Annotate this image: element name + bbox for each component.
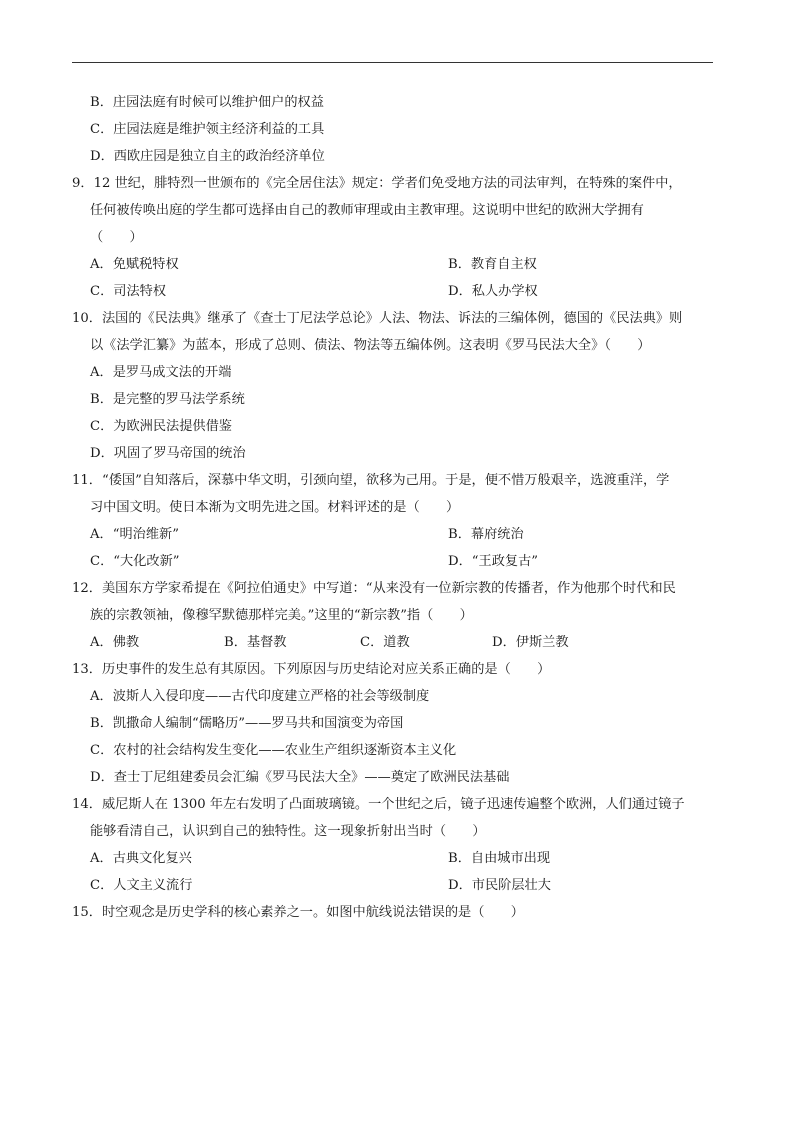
q14-stem-line-1: 14．威尼斯人在 1300 年左右发明了凸面玻璃镜。一个世纪之后，镜子迅速传遍整个欧洲，人们通过镜子	[72, 797, 685, 812]
q9-stem-line-1: 9．12 世纪，腓特烈一世颁布的《完全居住法》规定：学者们免受地方法的司法审判，在特殊的案件中，	[72, 176, 682, 191]
q11-option-c: C．“大化改新”	[90, 554, 180, 569]
q8-option-b: B．庄园法庭有时候可以维护佃户的权益	[90, 95, 324, 110]
q9-option-c: C．司法特权	[90, 284, 167, 299]
q10-stem-line-2: 以《法学汇纂》为蓝本，形成了总则、债法、物法等五编体例。这表明《罗马民法大全》（ ）	[90, 338, 651, 353]
q12-option-d: D．伊斯兰教	[492, 635, 569, 650]
q11-stem-line-2: 习中国文明。使日本渐为文明先进之国。材料评述的是（ ）	[90, 500, 460, 515]
q14-option-c: C．人文主义流行	[90, 878, 193, 893]
q10-option-c: C．为欧洲民法提供借鉴	[90, 419, 232, 434]
q10-stem-line-1: 10．法国的《民法典》继承了《查士丁尼法学总论》人法、物法、诉法的三编体例，德国的《民法典》则	[72, 311, 683, 326]
q9-option-a: A．免赋税特权	[90, 257, 179, 272]
q10-option-d: D．巩固了罗马帝国的统治	[90, 446, 246, 461]
q13-option-b: B．凯撒命人编制“儒略历”——罗马共和国演变为帝国	[90, 716, 404, 731]
q13-option-d: D．查士丁尼组建委员会汇编《罗马民法大全》——奠定了欧洲民法基础	[90, 770, 510, 785]
q14-option-a: A．古典文化复兴	[90, 851, 192, 866]
q9-option-b: B．教育自主权	[448, 257, 537, 272]
q14-stem-line-2: 能够看清自己，认识到自己的独特性。这一现象折射出当时（ ）	[90, 824, 486, 839]
q8-option-c: C．庄园法庭是维护领主经济利益的工具	[90, 122, 325, 137]
q9-options-row-2	[90, 283, 720, 301]
q15-stem-line-1: 15．时空观念是历史学科的核心素养之一。如图中航线说法错误的是（ ）	[72, 905, 524, 920]
q12-option-a: A．佛教	[90, 635, 140, 650]
q12-stem-line-1: 12．美国东方学家希提在《阿拉伯通史》中写道：“从来没有一位新宗教的传播者，作为他那个时代和民	[72, 581, 676, 596]
q11-option-d: D．“王政复古”	[448, 554, 538, 569]
q11-options-row-1	[90, 526, 720, 544]
q12-option-b: B．基督教	[224, 635, 287, 650]
q11-stem-line-1: 11．“倭国”自知落后，深慕中华文明，引颈向望，欲移为己用。于是，便不惜万般艰辛，选渡重洋，学	[72, 473, 670, 488]
q9-stem-line-2: 任何被传唤出庭的学生都可选择由自己的教师审理或由主教审理。这说明中世纪的欧洲大学拥有	[90, 203, 644, 218]
q11-option-b: B．幕府统治	[448, 527, 524, 542]
q8-option-d: D．西欧庄园是独立自主的政治经济单位	[90, 149, 325, 164]
q9-stem-line-3: （ ）	[90, 230, 143, 245]
q11-option-a: A．“明治维新”	[90, 527, 179, 542]
q10-option-a: A．是罗马成文法的开端	[90, 365, 232, 380]
q14-option-b: B．自由城市出现	[448, 851, 551, 866]
q13-option-c: C．农村的社会结构发生变化——农业生产组织逐渐资本主义化	[90, 743, 457, 758]
q11-options-row-2	[90, 553, 720, 571]
q13-stem-line-1: 13．历史事件的发生总有其原因。下列原因与历史结论对应关系正确的是（ ）	[72, 662, 551, 677]
q14-options-row-2	[90, 877, 720, 895]
q14-options-row-1	[90, 850, 720, 868]
q9-option-d: D．私人办学权	[448, 284, 538, 299]
q10-option-b: B．是完整的罗马法学系统	[90, 392, 245, 407]
q13-option-a: A．波斯人入侵印度——古代印度建立严格的社会等级制度	[90, 689, 430, 704]
q12-stem-line-2: 族的宗教领袖，像穆罕默德那样完美。”这里的“新宗教”指（ ）	[90, 608, 473, 623]
q9-options-row-1	[90, 256, 720, 274]
header-rule	[72, 62, 713, 63]
q14-option-d: D．市民阶层壮大	[448, 878, 551, 893]
q12-option-c: C．道教	[360, 635, 410, 650]
